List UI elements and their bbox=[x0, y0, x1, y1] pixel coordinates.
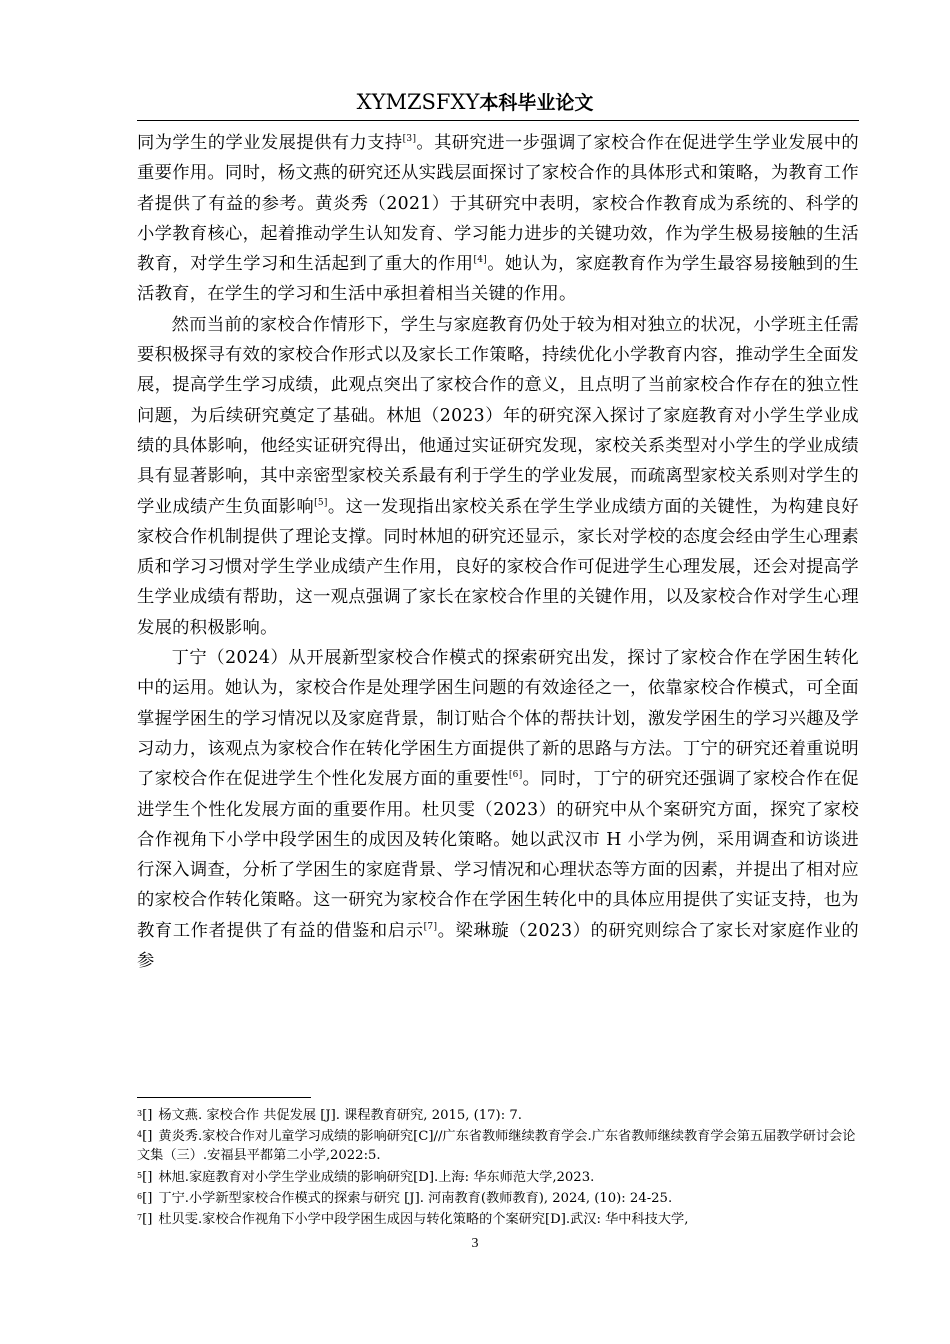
footnote-number: 5 bbox=[137, 1170, 143, 1180]
footnote-bracket: [] bbox=[142, 1169, 153, 1185]
body-paragraph bbox=[137, 310, 859, 643]
footnote-item bbox=[137, 1104, 859, 1125]
footnote-number: 3 bbox=[137, 1109, 143, 1118]
citation-marker: [6] bbox=[508, 770, 523, 781]
paragraph-text: 同为学生的学业发展提供有力支持 bbox=[137, 133, 403, 153]
body-text bbox=[137, 128, 859, 976]
footnotes bbox=[137, 1104, 859, 1229]
footnote-item bbox=[137, 1187, 859, 1208]
footnote-number: 6 bbox=[137, 1191, 143, 1201]
footnote-bracket: [] bbox=[142, 1129, 153, 1145]
paragraph-text: 。同时，丁宁的研究还强调了家校合作在促进学生个性化发展方面的重要作用。杜贝雯（2023）的研究中从个案研究方面，探究了家校合作视角下小学中段学困生的成因及转化策略。她以武汉市 H 小学为例，采用调查和访谈进行深入调查，分析了学困生的家庭背景、学习情况和心理状态等方面的因素，并提出了相对应的家校合作转化策略。这一研究为家校合作在学困生转化中的具体应用提供了实证支持，也为教育工作者提供了有益的借鉴和启示 bbox=[137, 769, 859, 941]
footnote-item bbox=[137, 1166, 859, 1187]
footnote-text: 杜贝雯.家校合作视角下小学中段学困生成因与转化策略的个案研究[D].武汉: 华中科技大学, bbox=[158, 1212, 689, 1228]
paragraph-text: 。其研究进一步强调了家校合作在促进学生学业发展中的重要作用。同时，杨文燕的研究还从实践层面探讨了家校合作的具体形式和策略，为教育工作者提供了有益的参考。黄炎秀（2021）于其研究中表明，家校合作教育成为系统的、科学的小学教育核心，起着推动学生认知发育、学习能力进步的关键功效，作为学生极易接触的生活教育，对学生学习和生活起到了重大的作用 bbox=[137, 133, 859, 275]
footnote-bracket: [] bbox=[142, 1190, 153, 1206]
footnote-separator bbox=[137, 1097, 311, 1098]
paragraph-text: 。这一发现指出家校关系在学生学业成绩方面的关键性，为构建良好家校合作机制提供了理论支撑。同时林旭的研究还显示，家长对学校的态度会经由学生心理素质和学习习惯对学生学业成绩产生作用，良好的家校合作可促进学生心理发展，还会对提高学生学业成绩有帮助，这一观点强调了家长在家校合作里的关键作用，以及家校合作对学生心理发展的积极影响。 bbox=[137, 496, 859, 638]
footnote-text: 丁宁.小学新型家校合作模式的探索与研究 [J]. 河南教育(教师教育), 2024, (10): 24-25. bbox=[158, 1190, 673, 1206]
header-rule bbox=[137, 120, 859, 121]
paragraph-text: 然而当前的家校合作情形下，学生与家庭教育仍处于较为相对独立的状况，小学班主任需要积极探寻有效的家校合作形式以及家长工作策略，持续优化小学教育内容，推动学生全面发展，提高学生学习成绩，此观点突出了家校合作的意义，且点明了当前家校合作存在的独立性问题，为后续研究奠定了基础。林旭（2023）年的研究深入探讨了家庭教育对小学生学业成绩的具体影响，他经实证研究得出，他通过实证研究发现，家校关系类型对小学生的学业成绩具有显著影响，其中亲密型家校关系最有利于学生的学业发展，而疏离型家校关系则对学生的学业成绩产生负面影响 bbox=[137, 314, 859, 517]
citation-marker: [7] bbox=[423, 921, 438, 932]
footnote-bracket: [] bbox=[142, 1108, 153, 1123]
footnote-text: 黄炎秀.家校合作对儿童学习成绩的影响研究[C]//广东省教师继续教育学会.广东省教师继续教育学会第五届教学研讨会论文集（三）.安福县平都第二小学,2022:5. bbox=[137, 1129, 856, 1164]
running-header bbox=[0, 88, 950, 117]
paragraph-text: 。梁琳璇（2023）的研究则综合了家长对家庭作业的参 bbox=[137, 920, 859, 972]
header-title: 本科毕业论文 bbox=[479, 92, 594, 114]
body-paragraph bbox=[137, 643, 859, 976]
footnote-text: 林旭.家庭教育对小学生学业成绩的影响研究[D].上海: 华东师范大学,2023. bbox=[158, 1169, 595, 1185]
footnote-item bbox=[137, 1208, 859, 1229]
footnote-number: 4 bbox=[137, 1130, 143, 1140]
footnote-text: 杨文燕. 家校合作 共促发展 [J]. 课程教育研究, 2015, (17): 7. bbox=[158, 1108, 522, 1123]
citation-marker: [4] bbox=[473, 255, 488, 266]
page-number: 3 bbox=[471, 1236, 479, 1251]
paragraph-text: 丁宁（2024）从开展新型家校合作模式的探索研究出发，探讨了家校合作在学困生转化中的运用。她认为，家校合作是处理学困生问题的有效途径之一，依靠家校合作模式，可全面掌握学困生的学习情况以及家庭背景，制订贴合个体的帮扶计划，激发学困生的学习兴趣及学习动力，该观点为家校合作在转化学困生方面提供了新的思路与方法。丁宁的研究还着重说明了家校合作在促进学生个性化发展方面的重要性 bbox=[137, 648, 859, 790]
header-code: XYMZSFXY bbox=[356, 90, 480, 114]
footnote-bracket: [] bbox=[142, 1212, 153, 1228]
citation-marker: [3] bbox=[402, 134, 417, 144]
footnote-number: 7 bbox=[137, 1213, 143, 1223]
paragraph-text: 。她认为，家庭教育作为学生最容易接触到的生活教育，在学生的学习和生活中承担着相当关键的作用。 bbox=[137, 254, 859, 305]
body-paragraph bbox=[137, 128, 859, 310]
footnote-item bbox=[137, 1125, 859, 1165]
citation-marker: [5] bbox=[314, 497, 328, 508]
